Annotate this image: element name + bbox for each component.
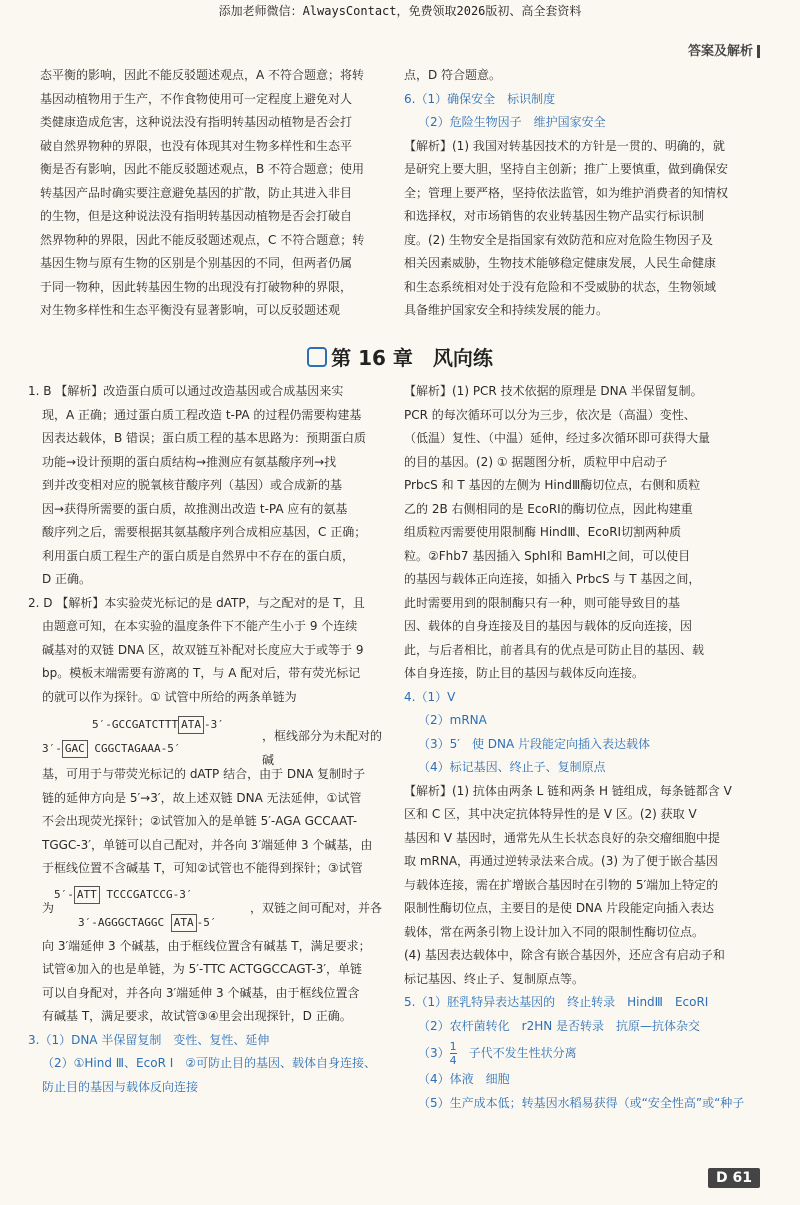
q4-explanation: 取 mRNA，再通过逆转录法来合成。(3) 为了便于嵌合基因 (404, 854, 718, 868)
text-line: 然界物种的界限，因此不能反驳题述观点，C 不符合题意；转 (40, 232, 365, 247)
text-line: 态平衡的影响，因此不能反驳题述观点，A 不符合题意；将转 (40, 68, 365, 82)
q4-answer-1: 4.（1）V (404, 689, 456, 704)
q5-answer-3: （3） $\frac{1}{4}$ 子代不发生性状分离 (418, 1040, 577, 1067)
sequence-note: ，框线部分为未配对的碱 (262, 729, 383, 767)
q3-explanation: 组质粒丙需要使用限制酶 HindⅢ、EcoRⅠ切割两种质 (404, 525, 682, 539)
q3-explanation: PCR 的每次循环可以分为三步，依次是（高温）变性、 (404, 407, 696, 422)
q3-explanation: 此，与后者相比，前者具有的优点是可防止目的基因、载 (404, 642, 705, 657)
q2-line: 基，可用于与带荧光标记的 dATP 结合，由于 DNA 复制时子 (42, 767, 366, 781)
q2-line: 可以自身配对，并各向 3′端延伸 3 个碱基，由于框线位置含 (42, 985, 360, 1000)
q4-explanation: 区和 C 区，其中决定抗体特异性的是 V 区。(2) 获取 V (404, 807, 697, 821)
q6-explanation: 是研究上要大胆，坚持自主创新；推广上要慎重，做到确保安 (404, 162, 729, 176)
top-left-column (40, 64, 390, 323)
q5-answer-1: 5.（1）胚乳特异表达基因的 终止转录 HindⅢ EcoRⅠ (404, 995, 709, 1009)
sequence-box: ATT (74, 886, 100, 904)
q4-explanation: 限制性酶切位点，主要目的是使 DNA 片段能定向插入表达 (404, 901, 715, 915)
q6-explanation: 相关因素威胁，生物技术能够稳定健康发展，人民生命健康 (404, 256, 717, 270)
q6-explanation: 全；管理上要严格，坚持依法监管，如为维护消费者的知情权 (404, 185, 729, 200)
q6-explanation: 和选择权，对市场销售的农业转基因生物产品实行标识制 (404, 209, 705, 223)
q4-explanation: (4) 基因表达载体中，除含有嵌合基因外，还应含有启动子和 (404, 948, 725, 962)
q3-explanation: 粒。②Fhb7 基因插入 SphⅠ和 BamHⅠ之间，可以使目 (404, 548, 691, 563)
q2-line: 于框线位置不含碱基 T，可知②试管也不能得到探针；③试管 (42, 861, 363, 875)
q3-explanation: 因、载体的自身连接及目的基因与载体的反向连接，因 (404, 619, 693, 633)
q2-line: TGGC-3′，单链可以自己配对，并各向 3′端延伸 3 个碱基，由 (42, 837, 373, 852)
q3-explanation: 体自身连接，防止目的基因与载体反向连接。 (404, 666, 645, 680)
q6-explanation: 【解析】(1) 我国对转基因技术的方针是一贯的、明确的，就 (404, 138, 725, 153)
sequence-box: ATA (178, 716, 204, 734)
section-header: 答案及解析 (688, 40, 760, 59)
q1-line: 功能→设计预期的蛋白质结构→推测应有氨基酸序列→找 (42, 454, 337, 469)
q4-explanation: 基因和 V 基因时，通常先从生长状态良好的杂交瘤细胞中提 (404, 830, 720, 845)
top-banner: 添加老师微信：AlwaysContact，免费领取2026版初、高全套资料 (218, 4, 582, 18)
q1-line: 因→获得所需要的蛋白质，故推测出改造 t-PA 应有的氨基 (42, 501, 348, 516)
q6-explanation: 和生态系统相对处于没有危险和不受威胁的状态，生物领域 (404, 279, 717, 294)
q3-explanation: PrbcS 和 T 基因的左侧为 HindⅢ酶切位点，右侧和质粒 (404, 478, 701, 492)
q1-line: 1. B 【解析】改造蛋白质可以通过改造基因或合成基因来实 (28, 384, 344, 398)
q2-line: 的就可以作为探针。① 试管中所给的两条单链为 (42, 689, 297, 704)
q2-line: 2. D 【解析】本实验荧光标记的是 dATP，与之配对的是 T，且 (28, 595, 365, 610)
q3-explanation: 的基因与载体正向连接，如插入 PrbcS 与 T 基因之间， (404, 572, 701, 586)
text-line: 破自然界物种的界限，也没有体现其对生物多样性和生态平 (40, 138, 353, 153)
chapter-title: 第 16 章 风向练 (0, 342, 800, 371)
bottom-left-column (28, 380, 390, 1099)
q3-explanation: 此时需要用到的限制酶只有一种，则可能导致目的基 (404, 595, 681, 610)
q2-line: 向 3′端延伸 3 个碱基，由于框线位置含有碱基 T，满足要求； (42, 938, 371, 953)
q3-explanation: 乙的 2B 右侧相同的是 EcoRⅠ的酶切位点，因此构建重 (404, 501, 693, 516)
q1-line: 利用蛋白质工程生产的蛋白质是自然界中不存在的蛋白质， (42, 548, 355, 563)
q4-explanation: 与载体连接，需在扩增嵌合基因时在引物的 5′端加上特定的 (404, 877, 719, 892)
fraction-numerator: 1 (449, 1040, 457, 1053)
top-right-column (404, 64, 760, 323)
q5-answer-5: （5）生产成本低；转基因水稻易获得（或“安全性高”或“种子 (418, 1095, 745, 1110)
sequence-block-1: 5′-GCCGATCTTT ATA -3′ 3′- GAC CGGCTAGAAA-5′ ，框线部分为未配对的碱 (42, 709, 390, 763)
text-line: 对生物多样性和生态平衡没有显著影响，可以反驳题述观 (40, 303, 341, 317)
text-line: 基因动植物用于生产，不作食物使用可一定程度上避免对人 (40, 91, 353, 106)
q6-answer-1: 6.（1）确保安全 标识制度 (404, 91, 556, 106)
q2-line: 链的延伸方向是 5′→3′，故上述双链 DNA 无法延伸，①试管 (42, 790, 362, 805)
q1-line: 因表达载体，B 错误；蛋白质工程的基本思路为：预期蛋白质 (42, 431, 367, 445)
q3-answer-3: 防止目的基因与载体反向连接 (42, 1079, 199, 1094)
text-line: 衡是否有影响，因此不能反驳题述观点，B 不符合题意；使用 (40, 162, 365, 176)
q4-answer-3: （3）5′ 使 DNA 片段能定向插入表达载体 (418, 736, 651, 751)
q3-answer-2: （2）①Hind Ⅲ、EcoR Ⅰ ②可防止目的基因、载体自身连接、 (42, 1056, 377, 1070)
page-number: D 61 (708, 1168, 760, 1188)
q4-answer-2: （2）mRNA (418, 713, 487, 727)
sequence-box: ATA (171, 914, 197, 932)
fraction-denominator: 4 (449, 1054, 457, 1067)
q2-line: 不会出现荧光探针；②试管加入的是单链 5′-AGA GCCAAT- (42, 814, 358, 828)
q6-answer-2: （2）危险生物因子 维护国家安全 (418, 115, 606, 129)
q3-explanation: 【解析】(1) PCR 技术依据的原理是 DNA 半保留复制。 (404, 384, 703, 398)
sequence-box: GAC (62, 740, 88, 758)
q1-line: 酸序列之后，需要根据其氨基酸序列合成相应基因，C 正确； (42, 525, 367, 539)
sequence-note: ，双链之间可配对，并各 (250, 900, 383, 915)
q1-line: 现，A 正确；通过蛋白质工程改造 t-PA 的过程仍需要构建基 (42, 407, 362, 422)
q1-line: D 正确。 (42, 572, 92, 586)
q6-explanation: 具备维护国家安全和持续发展的能力。 (404, 303, 609, 317)
q2-line: bp。模板末端需要有游离的 T，与 A 配对后，带有荧光标记 (42, 666, 361, 680)
q2-line: 试管④加入的也是单链，为 5′-TTC ACTGGCCAGT-3′，单链 (42, 962, 363, 976)
text-line: 的生物，但是这种说法没有指明转基因动植物是否会打破自 (40, 209, 353, 223)
q4-answer-4: （4）标记基因、终止子、复制原点 (418, 760, 606, 774)
sequence-label: 为 (42, 900, 55, 915)
text-line: 基因生物与原有生物的区别是个别基因的不同，但两者仍属 (40, 256, 353, 270)
bottom-right-column (404, 380, 760, 1115)
text-line: 于同一物种，因此转基因生物的出现没有打破物种的界限， (40, 279, 353, 294)
q5-answer-2: （2）农杆菌转化 r2HN 是否转录 抗原—抗体杂交 (418, 1018, 701, 1033)
chapter-icon (307, 347, 327, 367)
q6-explanation: 度。(2) 生物安全是指国家有效防范和应对危险生物因子及 (404, 232, 713, 247)
q2-line: 由题意可知，在本实验的温度条件下不能产生小于 9 个连续 (42, 619, 358, 633)
q3-explanation: （低温）复性、（中温）延伸，经过多次循环即可获得大量 (404, 431, 711, 445)
q4-explanation: 标记基因、终止子、复制原点等。 (404, 971, 585, 986)
q2-line: 碱基对的双链 DNA 区，故双链互补配对长度应大于或等于 9 (42, 642, 364, 657)
q5-answer-4: （4）体液 细胞 (418, 1072, 510, 1086)
q3-answer-1: 3.（1）DNA 半保留复制 变性、复性、延伸 (28, 1032, 270, 1047)
text-line: 类健康造成危害，这种说法没有指明转基因动植物是否会打 (40, 115, 353, 129)
q2-line: 有碱基 T，满足要求，故试管③④里会出现探针，D 正确。 (42, 1009, 352, 1023)
q3-explanation: 的目的基因。(2) ① 据题图分析，质粒甲中启动子 (404, 454, 668, 469)
q1-line: 到并改变相对应的脱氧核苷酸序列（基因）或合成新的基 (42, 478, 343, 492)
q4-explanation: 【解析】(1) 抗体由两条 L 链和两条 H 链组成，每条链都含 V (404, 783, 732, 798)
text-line: 点，D 符合题意。 (404, 68, 502, 82)
text-line: 转基因产品时确实要注意避免基因的扩散，防止其进入非目 (40, 185, 353, 200)
sequence-block-2: 5′- ATT TCCCGATCCG-3′ 为 3′-AGGGCTAGGC ATA -5′ ，双链之间可配对，并各 (42, 881, 390, 935)
q4-explanation: 载体，常在两条引物上设计加入不同的限制性酶切位点。 (404, 924, 705, 939)
